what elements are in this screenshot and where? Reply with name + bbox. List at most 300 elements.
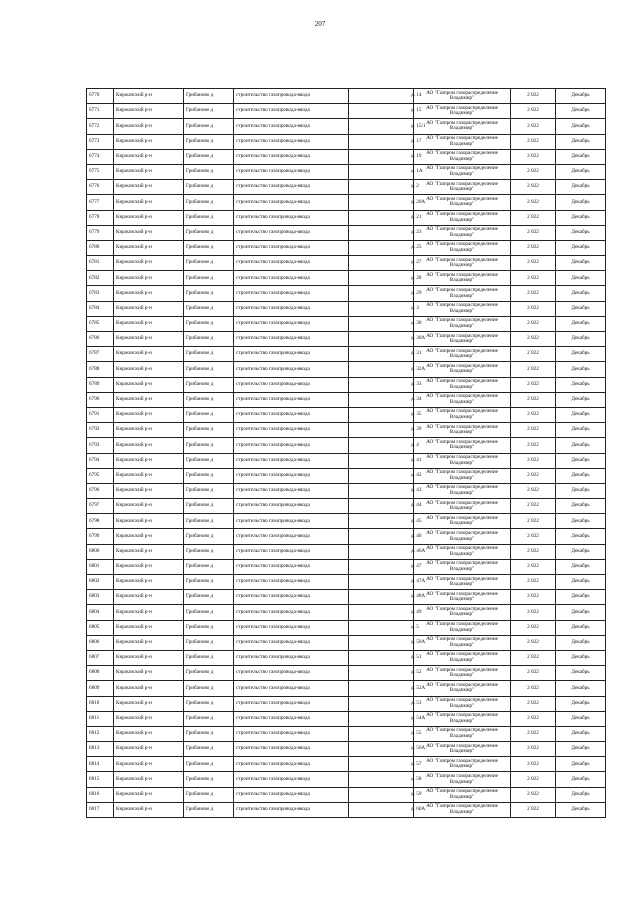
house-number: д. 1А: [411, 168, 423, 175]
organization-cell: АО "Газпром газораспределение Владимир": [414, 529, 511, 544]
work-type-cell: строительство газопровода-ввода: [234, 787, 349, 802]
district-cell: Киржачский р-н: [114, 256, 184, 271]
district-cell: Киржачский р-н: [114, 499, 184, 514]
village-cell: Грибаново д: [184, 453, 234, 468]
house-cell: [349, 453, 422, 468]
table-row: [87, 696, 606, 711]
house-number: д. 29: [411, 289, 422, 296]
table-row: [87, 483, 606, 498]
house-number: д. 31: [411, 350, 422, 357]
district-cell: Киржачский р-н: [114, 575, 184, 590]
house-number: д. 17: [411, 137, 422, 144]
house-number: д. 46: [411, 532, 422, 539]
table-row: [87, 499, 606, 514]
house-cell: [349, 104, 422, 119]
house-number: д. 33: [411, 380, 422, 387]
table-row: [87, 575, 606, 590]
organization-cell: АО "Газпром газораспределение Владимир": [414, 787, 511, 802]
district-cell: Киржачский р-н: [114, 423, 184, 438]
table-row: [87, 620, 606, 635]
village-cell: Грибаново д: [184, 605, 234, 620]
row-number: 6782: [87, 271, 114, 286]
year-cell: 2 022: [511, 225, 556, 240]
house-cell: [349, 468, 422, 483]
district-cell: Киржачский р-н: [114, 483, 184, 498]
organization-cell: АО "Газпром газораспределение Владимир": [414, 119, 511, 134]
district-cell: Киржачский р-н: [114, 164, 184, 179]
house-number: д. 30А: [411, 335, 426, 342]
row-number: 6783: [87, 286, 114, 301]
month-cell: Декабрь: [556, 377, 606, 392]
month-cell: Декабрь: [556, 240, 606, 255]
house-number: д. 42: [411, 471, 422, 478]
table-row: [87, 332, 606, 347]
table-row: [87, 104, 606, 119]
month-cell: Декабрь: [556, 119, 606, 134]
village-cell: Грибаново д: [184, 316, 234, 331]
month-cell: Декабрь: [556, 726, 606, 741]
table-row: [87, 210, 606, 225]
district-cell: Киржачский р-н: [114, 89, 184, 104]
district-cell: Киржачский р-н: [114, 590, 184, 605]
village-cell: Грибаново д: [184, 407, 234, 422]
work-type-cell: строительство газопровода-ввода: [234, 711, 349, 726]
year-cell: 2 022: [511, 407, 556, 422]
district-cell: Киржачский р-н: [114, 347, 184, 362]
year-cell: 2 022: [511, 787, 556, 802]
month-cell: Декабрь: [556, 301, 606, 316]
organization-cell: АО "Газпром газораспределение Владимир": [414, 149, 511, 164]
row-number: 6813: [87, 742, 114, 757]
row-number: 6770: [87, 89, 114, 104]
village-cell: Грибаново д: [184, 681, 234, 696]
village-cell: Грибаново д: [184, 240, 234, 255]
row-number: 6778: [87, 210, 114, 225]
house-number: д. 35: [411, 411, 422, 418]
month-cell: Декабрь: [556, 711, 606, 726]
district-cell: Киржачский р-н: [114, 316, 184, 331]
month-cell: Декабрь: [556, 134, 606, 149]
village-cell: Грибаново д: [184, 271, 234, 286]
house-cell: [349, 438, 419, 453]
organization-cell: АО "Газпром газораспределение Владимир": [414, 711, 511, 726]
work-type-cell: строительство газопровода-ввода: [234, 104, 349, 119]
house-cell: [349, 802, 426, 817]
house-number: д. 54А: [411, 714, 426, 721]
month-cell: Декабрь: [556, 575, 606, 590]
house-cell: [349, 362, 426, 377]
house-number: д. 48А: [411, 593, 426, 600]
village-cell: Грибаново д: [184, 347, 234, 362]
village-cell: Грибаново д: [184, 696, 234, 711]
house-number: д. 47А: [411, 578, 426, 585]
house-cell: [349, 514, 422, 529]
table-row: [87, 407, 606, 422]
district-cell: Киржачский р-н: [114, 134, 184, 149]
district-cell: Киржачский р-н: [114, 635, 184, 650]
house-number: д. 5: [411, 623, 419, 630]
month-cell: Декабрь: [556, 514, 606, 529]
house-number: д. 21: [411, 213, 422, 220]
village-cell: Грибаново д: [184, 635, 234, 650]
table-row: [87, 635, 606, 650]
table-row: [87, 514, 606, 529]
table-row: [87, 681, 606, 696]
row-number: 6775: [87, 164, 114, 179]
table-row: [87, 453, 606, 468]
house-number: д. 56А: [411, 745, 426, 752]
month-cell: Декабрь: [556, 772, 606, 787]
month-cell: Декабрь: [556, 256, 606, 271]
month-cell: Декабрь: [556, 483, 606, 498]
house-cell: [349, 711, 426, 726]
village-cell: Грибаново д: [184, 742, 234, 757]
year-cell: 2 022: [511, 104, 556, 119]
table-row: [87, 529, 606, 544]
district-cell: Киржачский р-н: [114, 407, 184, 422]
table-row: [87, 787, 606, 802]
year-cell: 2 022: [511, 650, 556, 665]
house-cell: [349, 286, 422, 301]
year-cell: 2 022: [511, 468, 556, 483]
row-number: 6793: [87, 438, 114, 453]
work-type-cell: строительство газопровода-ввода: [234, 575, 349, 590]
house-cell: [349, 620, 419, 635]
village-cell: Грибаново д: [184, 149, 234, 164]
year-cell: 2 022: [511, 726, 556, 741]
district-cell: Киржачский р-н: [114, 362, 184, 377]
village-cell: Грибаново д: [184, 559, 234, 574]
year-cell: 2 022: [511, 195, 556, 210]
month-cell: Декабрь: [556, 499, 606, 514]
work-type-cell: строительство газопровода-ввода: [234, 240, 349, 255]
house-number: д. 19: [411, 153, 422, 160]
district-cell: Киржачский р-н: [114, 711, 184, 726]
organization-cell: АО "Газпром газораспределение Владимир": [414, 635, 511, 650]
district-cell: Киржачский р-н: [114, 225, 184, 240]
work-type-cell: строительство газопровода-ввода: [234, 453, 349, 468]
row-number: 6777: [87, 195, 114, 210]
house-number: д. 50А: [411, 639, 426, 646]
work-type-cell: строительство газопровода-ввода: [234, 362, 349, 377]
house-cell: [349, 271, 422, 286]
month-cell: Декабрь: [556, 742, 606, 757]
month-cell: Декабрь: [556, 468, 606, 483]
work-type-cell: строительство газопровода-ввода: [234, 301, 349, 316]
row-number: 6776: [87, 180, 114, 195]
house-cell: [349, 164, 423, 179]
organization-cell: АО "Газпром газораспределение Владимир": [414, 757, 511, 772]
house-cell: [349, 240, 422, 255]
district-cell: Киржачский р-н: [114, 514, 184, 529]
row-number: 6771: [87, 104, 114, 119]
district-cell: Киржачский р-н: [114, 301, 184, 316]
month-cell: Декабрь: [556, 696, 606, 711]
page-number: 207: [314, 20, 326, 28]
row-number: 6791: [87, 407, 114, 422]
table-row: [87, 605, 606, 620]
work-type-cell: строительство газопровода-ввода: [234, 332, 349, 347]
house-number: д. 52: [411, 669, 422, 676]
row-number: 6804: [87, 605, 114, 620]
village-cell: Грибаново д: [184, 483, 234, 498]
house-cell: [349, 650, 422, 665]
organization-cell: АО "Газпром газораспределение Владимир": [414, 605, 511, 620]
house-number: д. 52А: [411, 684, 426, 691]
table-row: [87, 666, 606, 681]
organization-cell: АО "Газпром газораспределение Владимир": [414, 499, 511, 514]
row-number: 6789: [87, 377, 114, 392]
month-cell: Декабрь: [556, 180, 606, 195]
house-cell: [349, 180, 419, 195]
year-cell: 2 022: [511, 802, 556, 817]
row-number: 6788: [87, 362, 114, 377]
year-cell: 2 022: [511, 620, 556, 635]
year-cell: 2 022: [511, 423, 556, 438]
year-cell: 2 022: [511, 757, 556, 772]
district-cell: Киржачский р-н: [114, 119, 184, 134]
work-type-cell: строительство газопровода-ввода: [234, 316, 349, 331]
row-number: 6801: [87, 559, 114, 574]
house-number: д. 57: [411, 760, 422, 767]
house-cell: [349, 696, 422, 711]
work-type-cell: строительство газопровода-ввода: [234, 742, 349, 757]
gas-connection-table: [86, 88, 606, 818]
month-cell: Декабрь: [556, 620, 606, 635]
month-cell: Декабрь: [556, 605, 606, 620]
house-number: д. 60А: [411, 806, 426, 813]
year-cell: 2 022: [511, 681, 556, 696]
village-cell: Грибаново д: [184, 802, 234, 817]
organization-cell: АО "Газпром газораспределение Владимир": [414, 225, 511, 240]
district-cell: Киржачский р-н: [114, 802, 184, 817]
table-row: [87, 271, 606, 286]
village-cell: Грибаново д: [184, 210, 234, 225]
house-cell: [349, 423, 422, 438]
month-cell: Декабрь: [556, 666, 606, 681]
district-cell: Киржачский р-н: [114, 650, 184, 665]
year-cell: 2 022: [511, 332, 556, 347]
month-cell: Декабрь: [556, 195, 606, 210]
organization-cell: АО "Газпром газораспределение Владимир": [414, 180, 511, 195]
organization-cell: АО "Газпром газораспределение Владимир": [414, 742, 511, 757]
row-number: 6814: [87, 757, 114, 772]
village-cell: Грибаново д: [184, 377, 234, 392]
work-type-cell: строительство газопровода-ввода: [234, 544, 349, 559]
year-cell: 2 022: [511, 134, 556, 149]
year-cell: 2 022: [511, 635, 556, 650]
row-number: 6772: [87, 119, 114, 134]
house-number: д. 59: [411, 790, 422, 797]
table-row: [87, 301, 606, 316]
year-cell: 2 022: [511, 286, 556, 301]
house-number: д. 15: [411, 107, 422, 114]
organization-cell: АО "Газпром газораспределение Владимир": [414, 104, 511, 119]
district-cell: Киржачский р-н: [114, 757, 184, 772]
house-number: д. 44: [411, 502, 422, 509]
organization-cell: АО "Газпром газораспределение Владимир": [414, 726, 511, 741]
organization-cell: АО "Газпром газораспределение Владимир": [414, 559, 511, 574]
row-number: 6790: [87, 392, 114, 407]
month-cell: Декабрь: [556, 271, 606, 286]
village-cell: Грибаново д: [184, 590, 234, 605]
year-cell: 2 022: [511, 271, 556, 286]
year-cell: 2 022: [511, 240, 556, 255]
house-cell: [349, 225, 422, 240]
organization-cell: АО "Газпром газораспределение Владимир": [414, 681, 511, 696]
village-cell: Грибаново д: [184, 286, 234, 301]
table-row: [87, 772, 606, 787]
row-number: 6802: [87, 575, 114, 590]
district-cell: Киржачский р-н: [114, 149, 184, 164]
month-cell: Декабрь: [556, 104, 606, 119]
table-body: [87, 89, 606, 818]
house-cell: [349, 575, 426, 590]
organization-cell: АО "Газпром газораспределение Владимир": [414, 134, 511, 149]
organization-cell: АО "Газпром газораспределение Владимир": [414, 650, 511, 665]
work-type-cell: строительство газопровода-ввода: [234, 149, 349, 164]
village-cell: Грибаново д: [184, 195, 234, 210]
village-cell: Грибаново д: [184, 726, 234, 741]
table-row: [87, 164, 606, 179]
row-number: 6785: [87, 316, 114, 331]
district-cell: Киржачский р-н: [114, 271, 184, 286]
village-cell: Грибаново д: [184, 134, 234, 149]
year-cell: 2 022: [511, 605, 556, 620]
house-cell: [349, 726, 422, 741]
month-cell: Декабрь: [556, 392, 606, 407]
district-cell: Киржачский р-н: [114, 180, 184, 195]
village-cell: Грибаново д: [184, 620, 234, 635]
work-type-cell: строительство газопровода-ввода: [234, 757, 349, 772]
district-cell: Киржачский р-н: [114, 726, 184, 741]
village-cell: Грибаново д: [184, 119, 234, 134]
organization-cell: АО "Газпром газораспределение Владимир": [414, 392, 511, 407]
row-number: 6815: [87, 772, 114, 787]
organization-cell: АО "Газпром газораспределение Владимир": [414, 362, 511, 377]
work-type-cell: строительство газопровода-ввода: [234, 347, 349, 362]
district-cell: Киржачский р-н: [114, 453, 184, 468]
house-number: д. 51: [411, 654, 422, 661]
table-row: [87, 726, 606, 741]
table-row: [87, 362, 606, 377]
month-cell: Декабрь: [556, 802, 606, 817]
year-cell: 2 022: [511, 590, 556, 605]
house-number: д. 14: [411, 92, 422, 99]
year-cell: 2 022: [511, 438, 556, 453]
work-type-cell: строительство газопровода-ввода: [234, 620, 349, 635]
village-cell: Грибаново д: [184, 787, 234, 802]
year-cell: 2 022: [511, 316, 556, 331]
month-cell: Декабрь: [556, 529, 606, 544]
row-number: 6784: [87, 301, 114, 316]
organization-cell: АО "Газпром газораспределение Владимир": [414, 256, 511, 271]
house-number: д. 27: [411, 259, 422, 266]
year-cell: 2 022: [511, 559, 556, 574]
house-number: д. 58: [411, 775, 422, 782]
house-number: д. 4: [411, 441, 419, 448]
organization-cell: АО "Газпром газораспределение Владимир": [414, 407, 511, 422]
table-row: [87, 757, 606, 772]
organization-cell: АО "Газпром газораспределение Владимир": [414, 772, 511, 787]
work-type-cell: строительство газопровода-ввода: [234, 407, 349, 422]
month-cell: Декабрь: [556, 757, 606, 772]
work-type-cell: строительство газопровода-ввода: [234, 772, 349, 787]
work-type-cell: строительство газопровода-ввода: [234, 210, 349, 225]
table-row: [87, 590, 606, 605]
house-cell: [349, 89, 422, 104]
year-cell: 2 022: [511, 742, 556, 757]
house-number: д. 15/1: [411, 122, 426, 129]
row-number: 6809: [87, 681, 114, 696]
house-cell: [349, 134, 422, 149]
year-cell: 2 022: [511, 453, 556, 468]
table-row: [87, 423, 606, 438]
district-cell: Киржачский р-н: [114, 772, 184, 787]
month-cell: Декабрь: [556, 453, 606, 468]
house-number: д. 2: [411, 183, 419, 190]
house-number: д. 45: [411, 517, 422, 524]
organization-cell: АО "Газпром газораспределение Владимир": [414, 347, 511, 362]
organization-cell: АО "Газпром газораспределение Владимир": [414, 544, 511, 559]
organization-cell: АО "Газпром газораспределение Владимир": [414, 423, 511, 438]
work-type-cell: строительство газопровода-ввода: [234, 483, 349, 498]
village-cell: Грибаново д: [184, 89, 234, 104]
year-cell: 2 022: [511, 529, 556, 544]
year-cell: 2 022: [511, 711, 556, 726]
year-cell: 2 022: [511, 514, 556, 529]
organization-cell: АО "Газпром газораспределение Владимир": [414, 590, 511, 605]
house-number: д. 25: [411, 244, 422, 251]
year-cell: 2 022: [511, 256, 556, 271]
year-cell: 2 022: [511, 149, 556, 164]
month-cell: Декабрь: [556, 681, 606, 696]
month-cell: Декабрь: [556, 362, 606, 377]
month-cell: Декабрь: [556, 316, 606, 331]
table-row: [87, 711, 606, 726]
table-row: [87, 742, 606, 757]
table-row: [87, 468, 606, 483]
row-number: 6799: [87, 529, 114, 544]
organization-cell: АО "Газпром газораспределение Владимир": [414, 453, 511, 468]
work-type-cell: строительство газопровода-ввода: [234, 180, 349, 195]
table-row: [87, 650, 606, 665]
year-cell: 2 022: [511, 544, 556, 559]
month-cell: Декабрь: [556, 559, 606, 574]
month-cell: Декабрь: [556, 210, 606, 225]
table-row: [87, 225, 606, 240]
house-cell: [349, 590, 426, 605]
house-number: д. 20А: [411, 198, 426, 205]
district-cell: Киржачский р-н: [114, 392, 184, 407]
district-cell: Киржачский р-н: [114, 240, 184, 255]
row-number: 6794: [87, 453, 114, 468]
work-type-cell: строительство газопровода-ввода: [234, 529, 349, 544]
year-cell: 2 022: [511, 483, 556, 498]
village-cell: Грибаново д: [184, 256, 234, 271]
table-row: [87, 149, 606, 164]
year-cell: 2 022: [511, 180, 556, 195]
work-type-cell: строительство газопровода-ввода: [234, 225, 349, 240]
house-number: д. 47: [411, 563, 422, 570]
village-cell: Грибаново д: [184, 392, 234, 407]
work-type-cell: строительство газопровода-ввода: [234, 650, 349, 665]
house-number: д. 46А: [411, 547, 426, 554]
house-number: д. 41: [411, 456, 422, 463]
row-number: 6808: [87, 666, 114, 681]
year-cell: 2 022: [511, 119, 556, 134]
organization-cell: АО "Газпром газораспределение Владимир": [414, 271, 511, 286]
